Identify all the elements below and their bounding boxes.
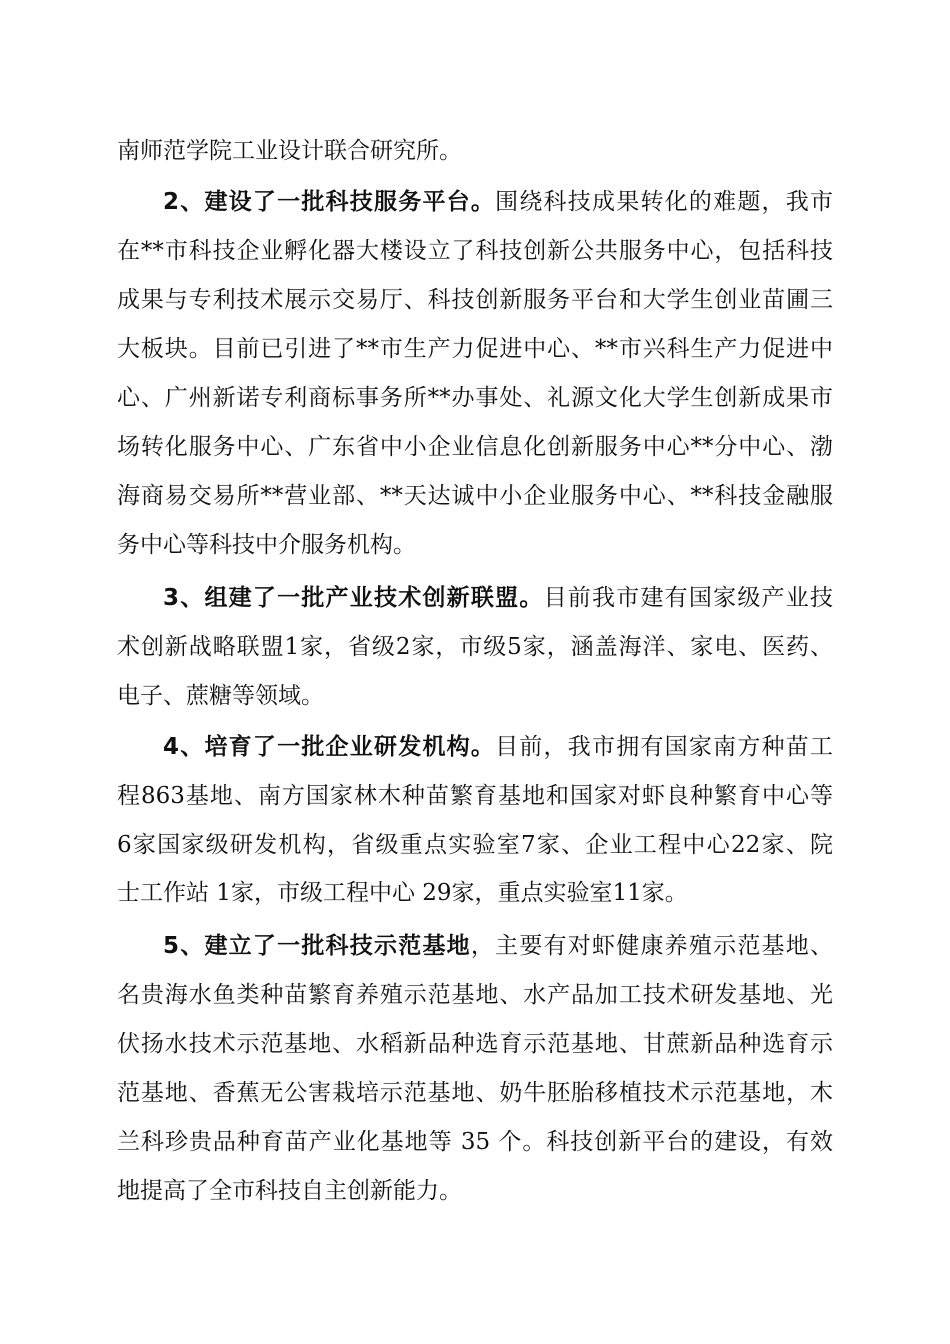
paragraph-2-line-7: 海商易交易所**营业部、**天达诚中小企业服务中心、**科技金融服 <box>117 483 833 509</box>
paragraph-3-line-2: 术创新战略联盟1家，省级2家，市级5家，涵盖海洋、家电、医药、 <box>117 634 833 660</box>
paragraph-4-line-2: 程863基地、南方国家林木种苗繁育基地和国家对虾良种繁育中心等 <box>117 783 833 809</box>
paragraph-4-first-line <box>163 732 833 762</box>
paragraph-4-heading: 4、培育了一批企业研发机构。 <box>163 734 496 760</box>
paragraph-4-line-3: 6家国家级研发机构，省级重点实验室7家、企业工程中心22家、院 <box>117 832 833 858</box>
paragraph-5-line-2: 名贵海水鱼类种苗繁育养殖示范基地、水产品加工技术研发基地、光 <box>117 982 833 1008</box>
paragraph-1-line-1: 南师范学院工业设计联合研究所。 <box>117 138 462 164</box>
paragraph-2-line-2: 在**市科技企业孵化器大楼设立了科技创新公共服务中心，包括科技 <box>117 238 833 264</box>
paragraph-5-heading: 5、建立了一批科技示范基地 <box>163 933 471 959</box>
paragraph-2-line-6: 场转化服务中心、广东省中小企业信息化创新服务中心**分中心、渤 <box>117 434 833 460</box>
paragraph-4-line-4: 士工作站 1家，市级工程中心 29家，重点实验室11家。 <box>117 880 688 906</box>
paragraph-2-line-3: 成果与专利技术展示交易厅、科技创新服务平台和大学生创业苗圃三 <box>117 287 833 313</box>
paragraph-2-heading: 2、建设了一批科技服务平台。 <box>163 189 496 215</box>
paragraph-3-heading: 3、组建了一批产业技术创新联盟。 <box>163 585 544 611</box>
paragraph-3-first-text: 目前我市建有国家级产业技 <box>543 585 834 611</box>
paragraph-2-first-text: 围绕科技成果转化的难题，我市 <box>495 189 833 215</box>
paragraph-5-line-5: 兰科珍贵品种育苗产业化基地等 35 个。科技创新平台的建设，有效 <box>117 1129 833 1155</box>
paragraph-5-line-4: 范基地、香蕉无公害栽培示范基地、奶牛胚胎移植技术示范基地，木 <box>117 1080 833 1106</box>
paragraph-3-first-line <box>163 583 833 613</box>
paragraph-2-line-8: 务中心等科技中介服务机构。 <box>117 532 416 558</box>
paragraph-2-line-4: 大板块。目前已引进了**市生产力促进中心、**市兴科生产力促进中 <box>117 336 833 362</box>
paragraph-2-line-5: 心、广州新诺专利商标事务所**办事处、礼源文化大学生创新成果市 <box>117 385 833 411</box>
paragraph-2-first-line <box>163 187 833 217</box>
paragraph-5-first-line <box>163 931 833 961</box>
paragraph-3-line-3: 电子、蔗糖等领域。 <box>117 683 324 709</box>
paragraph-4-first-text: 目前，我市拥有国家南方种苗工 <box>495 734 833 760</box>
paragraph-5-line-6: 地提高了全市科技自主创新能力。 <box>117 1178 462 1204</box>
paragraph-5-first-text: ，主要有对虾健康养殖示范基地、 <box>470 933 833 959</box>
paragraph-5-line-3: 伏扬水技术示范基地、水稻新品种选育示范基地、甘蔗新品种选育示 <box>117 1031 833 1057</box>
